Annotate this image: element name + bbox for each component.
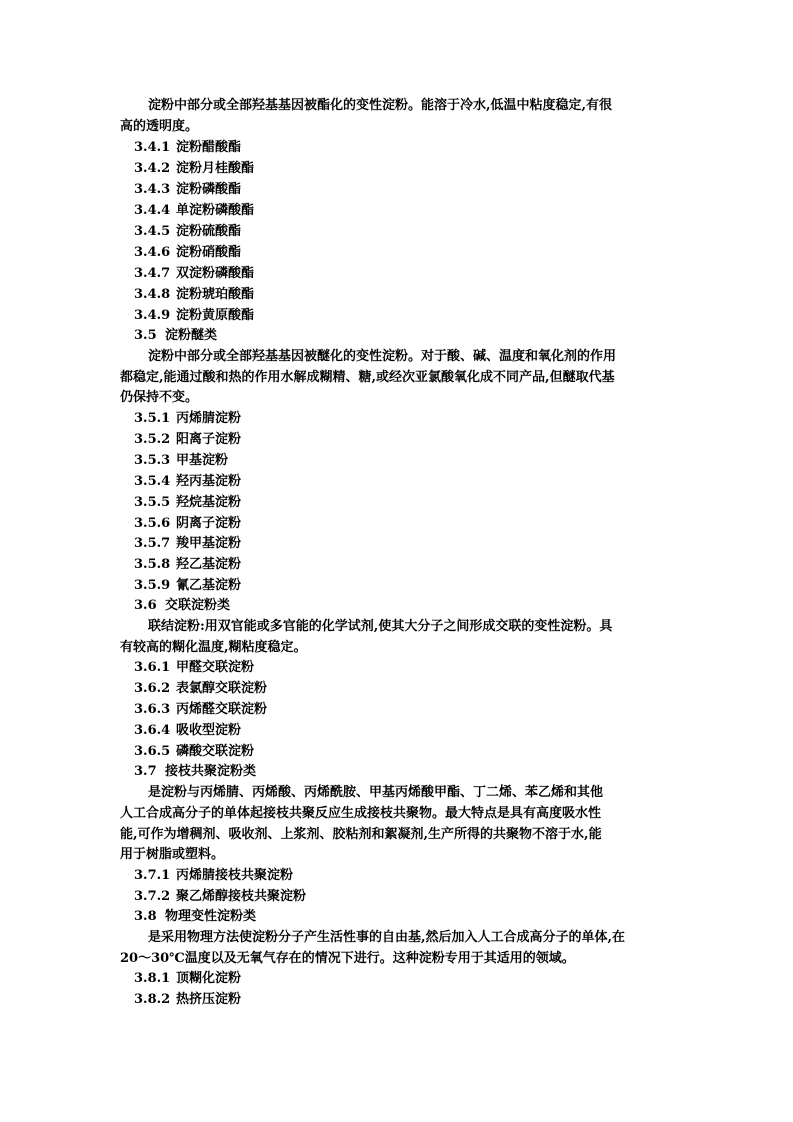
list-item: [134, 410, 241, 428]
list-item: [134, 452, 228, 470]
item-number: 3.6.3: [134, 702, 171, 717]
list-item: [134, 680, 267, 698]
paragraph-line: 联结淀粉:用双官能或多官能的化学试剂,使其大分子之间形成交联的变性淀粉。具: [148, 619, 613, 634]
item-label: 甲醛交联淀粉: [176, 660, 255, 675]
item-label: 顶糊化淀粉: [176, 971, 242, 986]
list-item: [134, 970, 241, 988]
list-item: [134, 535, 241, 553]
item-label: 丙烯腈接枝共聚淀粉: [176, 868, 294, 883]
list-item: [134, 244, 241, 262]
item-number: 3.5.9: [134, 578, 171, 593]
paragraph-line: 20～30℃温度以及无氧气存在的情况下进行。这种淀粉专用于其适用的领域。: [120, 951, 575, 966]
item-label: 丙烯腈淀粉: [176, 411, 242, 426]
item-number: 3.6.5: [134, 744, 171, 759]
item-label: 羟丙基淀粉: [176, 474, 242, 489]
paragraph-line: 都稳定,能通过酸和热的作用水解成糊精、糖,或经次亚氯酸氧化成不同产品,但醚取代基: [120, 370, 615, 385]
list-item: [134, 307, 254, 325]
item-number: 3.4.1: [134, 140, 171, 155]
item-number: 3.7.1: [134, 868, 171, 883]
item-number: 3.6.1: [134, 660, 171, 675]
list-item: [134, 473, 241, 491]
item-label: 淀粉月桂酸酯: [176, 161, 255, 176]
paragraph-line: 是淀粉与丙烯腈、丙烯酸、丙烯酰胺、甲基丙烯酸甲酯、丁二烯、苯乙烯和其他: [148, 785, 604, 800]
section-heading: [134, 763, 256, 781]
section-number: 3.5: [134, 328, 157, 343]
section-heading: [134, 908, 256, 926]
item-number: 3.4.8: [134, 287, 171, 302]
list-item: [134, 139, 241, 157]
section-number: 3.7: [134, 764, 157, 779]
item-label: 淀粉硫酸酯: [176, 224, 242, 239]
section-number: 3.6: [134, 598, 157, 613]
list-item: [134, 867, 293, 885]
item-number: 3.6.2: [134, 681, 171, 696]
item-number: 3.5.7: [134, 536, 171, 551]
section-number: 3.8: [134, 909, 157, 924]
item-label: 淀粉黄原酸酯: [176, 308, 255, 323]
item-number: 3.8.2: [134, 992, 171, 1007]
list-item: [134, 577, 241, 595]
item-number: 3.7.2: [134, 889, 171, 904]
item-label: 磷酸交联淀粉: [176, 744, 255, 759]
list-item: [134, 494, 241, 512]
list-item: [134, 265, 254, 283]
item-label: 单淀粉磷酸酯: [176, 203, 255, 218]
item-number: 3.5.1: [134, 411, 171, 426]
list-item: [134, 743, 254, 761]
item-label: 羟烷基淀粉: [176, 495, 242, 510]
item-label: 羟乙基淀粉: [176, 557, 242, 572]
item-label: 表氯醇交联淀粉: [176, 681, 268, 696]
list-item: [134, 888, 306, 906]
paragraph-line: 淀粉中部分或全部羟基基因被酯化的变性淀粉。能溶于冷水,低温中粘度稳定,有很: [148, 98, 613, 113]
paragraph-line: 淀粉中部分或全部羟基基因被醚化的变性淀粉。对于酸、碱、温度和氧化剂的作用: [148, 349, 617, 364]
list-item: [134, 286, 254, 304]
item-label: 吸收型淀粉: [176, 723, 242, 738]
paragraph-line: 有较高的糊化温度,糊粘度稳定。: [120, 640, 307, 655]
item-label: 淀粉醋酸酯: [176, 140, 242, 155]
item-number: 3.4.3: [134, 182, 171, 197]
paragraph-line: 能,可作为增稠剂、吸收剂、上浆剂、胶粘剂和絮凝剂,生产所得的共聚物不溶于水,能: [120, 827, 602, 842]
item-label: 甲基淀粉: [176, 453, 229, 468]
item-number: 3.5.2: [134, 432, 171, 447]
list-item: [134, 556, 241, 574]
list-item: [134, 722, 241, 740]
section-heading: [134, 327, 217, 345]
item-number: 3.5.6: [134, 516, 171, 531]
item-label: 阳离子淀粉: [176, 432, 242, 447]
item-label: 淀粉磷酸酯: [176, 182, 242, 197]
item-label: 聚乙烯醇接枝共聚淀粉: [176, 889, 307, 904]
list-item: [134, 515, 241, 533]
item-number: 3.8.1: [134, 971, 171, 986]
paragraph-line: 高的透明度。: [120, 119, 199, 134]
item-number: 3.4.7: [134, 266, 171, 281]
list-item: [134, 202, 254, 220]
item-number: 3.4.2: [134, 161, 171, 176]
item-number: 3.5.4: [134, 474, 171, 489]
item-label: 双淀粉磷酸酯: [176, 266, 255, 281]
paragraph-line: 用于树脂或塑料。: [120, 847, 225, 862]
list-item: [134, 181, 241, 199]
list-item: [134, 701, 267, 719]
section-title: 接枝共聚淀粉类: [165, 764, 257, 779]
item-number: 3.5.5: [134, 495, 171, 510]
section-heading: [134, 597, 230, 615]
list-item: [134, 160, 254, 178]
paragraph-line: 人工合成高分子的单体起接枝共聚反应生成接枝共聚物。最大特点是具有高度吸水性: [120, 806, 602, 821]
list-item: [134, 991, 241, 1009]
item-label: 羧甲基淀粉: [176, 536, 242, 551]
section-title: 淀粉醚类: [165, 328, 218, 343]
list-item: [134, 223, 241, 241]
item-number: 3.6.4: [134, 723, 171, 738]
section-title: 物理变性淀粉类: [165, 909, 257, 924]
item-label: 丙烯醛交联淀粉: [176, 702, 268, 717]
item-label: 氰乙基淀粉: [176, 578, 242, 593]
paragraph-line: 是采用物理方法使淀粉分子产生活性事的自由基,然后加入人工合成高分子的单体,在: [148, 930, 626, 945]
paragraph-line: 仍保持不变。: [120, 390, 199, 405]
list-item: [134, 431, 241, 449]
item-number: 3.5.3: [134, 453, 171, 468]
item-number: 3.4.5: [134, 224, 171, 239]
item-number: 3.5.8: [134, 557, 171, 572]
item-label: 淀粉硝酸酯: [176, 245, 242, 260]
item-number: 3.4.6: [134, 245, 171, 260]
section-title: 交联淀粉类: [165, 598, 231, 613]
list-item: [134, 659, 254, 677]
item-number: 3.4.9: [134, 308, 171, 323]
item-label: 阴离子淀粉: [176, 516, 242, 531]
item-number: 3.4.4: [134, 203, 171, 218]
item-label: 热挤压淀粉: [176, 992, 242, 1007]
item-label: 淀粉琥珀酸酯: [176, 287, 255, 302]
